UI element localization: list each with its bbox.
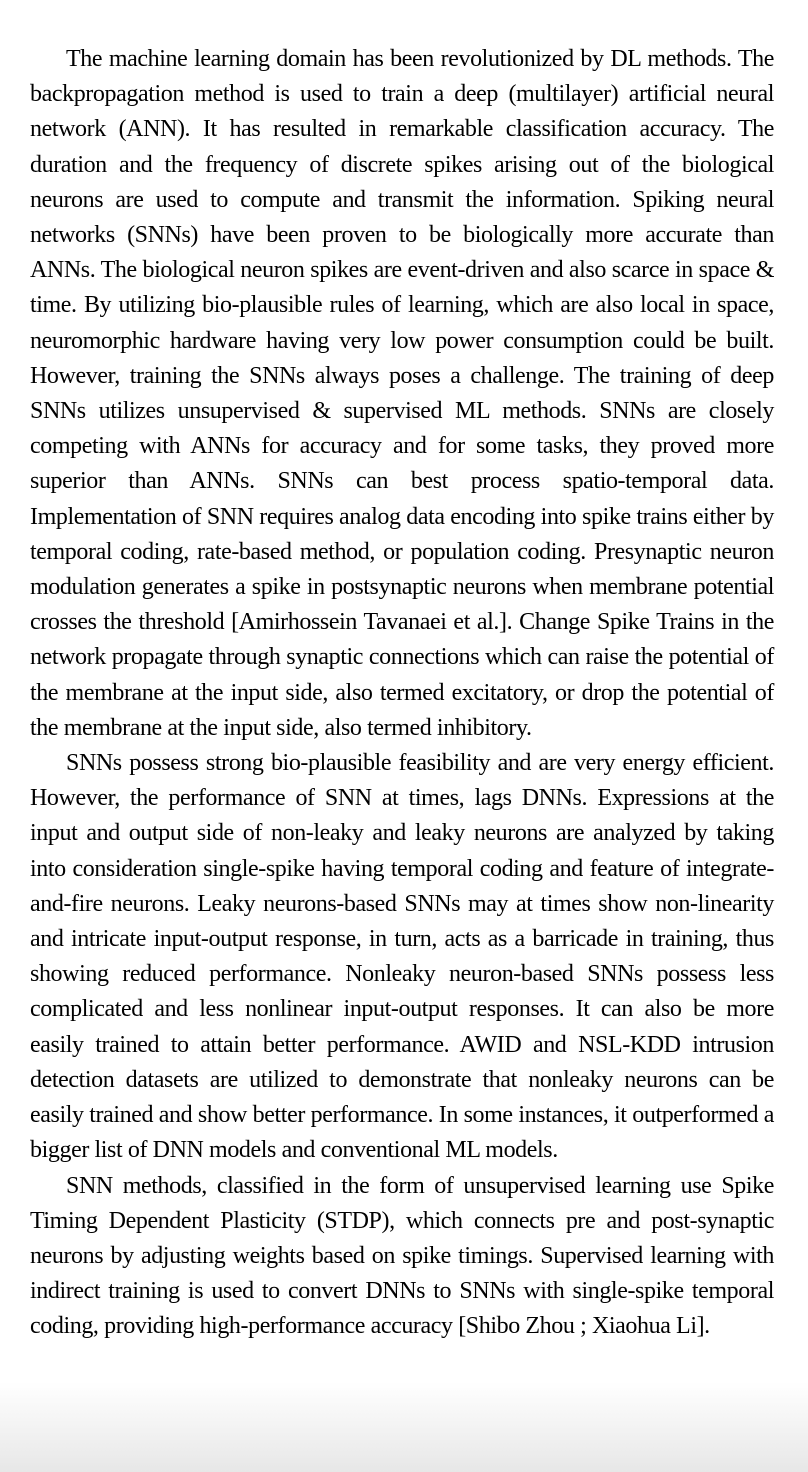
page-bottom-fade	[0, 1382, 808, 1472]
paragraph: SNN methods, classified in the form of unsupervised learning use Spike Timing Dependent Plasticity (STDP), which connects pre and post-synaptic neurons by adjusting weights based on spike timings. Supervised learning with indirect training is used to convert DNNs to SNNs with single-spike temporal coding, providing high-performance accuracy [Shibo Zhou ; Xiaohua Li].	[30, 1172, 774, 1340]
paragraph: SNNs possess strong bio-plausible feasibility and are very energy efficient. However, the performance of SNN at times, lags DNNs. Expressions at the input and output side of non-leaky and leaky neurons are analyzed by taking into consideration single-spike having temporal coding and feature of integrate-and-fire neurons. Leaky neurons-based SNNs may at times show non-linearity and intricate input-output response, in turn, acts as a barricade in training, thus showing reduced performance. Nonleaky neuron-based SNNs possess less complicated and less nonlinear input-output responses. It can also be more easily trained to attain better performance. AWID and NSL-KDD intrusion detection datasets are utilized to demonstrate that nonleaky neurons can be easily trained and show better performance. In some instances, it outperformed a bigger list of DNN models and conventional ML models.	[30, 750, 774, 1164]
paragraph: The machine learning domain has been revolutionized by DL methods. The backpropagation method is used to train a deep (multilayer) artificial neural network (ANN). It has resulted in remarkable classification accuracy. The duration and the frequency of discrete spikes arising out of the biological neurons are used to compute and transmit the information. Spiking neural networks (SNNs) have been proven to be biologically more accurate than ANNs. The biological neuron spikes are event-driven and also scarce in space & time. By utilizing bio-plausible rules of learning, which are also local in space, neuromorphic hardware having very low power consumption could be built. However, training the SNNs always poses a challenge. The training of deep SNNs utilizes unsupervised & supervised ML methods. SNNs are closely competing with ANNs for accuracy and for some tasks, they proved more superior than ANNs. SNNs can best process spatio-temporal data. Implementation of SNN requires analog data encoding into spike trains either by temporal coding, rate-based method, or population coding. Presynaptic neuron modulation generates a spike in postsynaptic neurons when membrane potential crosses the threshold [Amirhossein Tavanaei et al.]. Change Spike Trains in the network propagate through synaptic connections which can raise the potential of the membrane at the input side, also termed excitatory, or drop the potential of the membrane at the input side, also termed inhibitory.	[30, 46, 774, 741]
